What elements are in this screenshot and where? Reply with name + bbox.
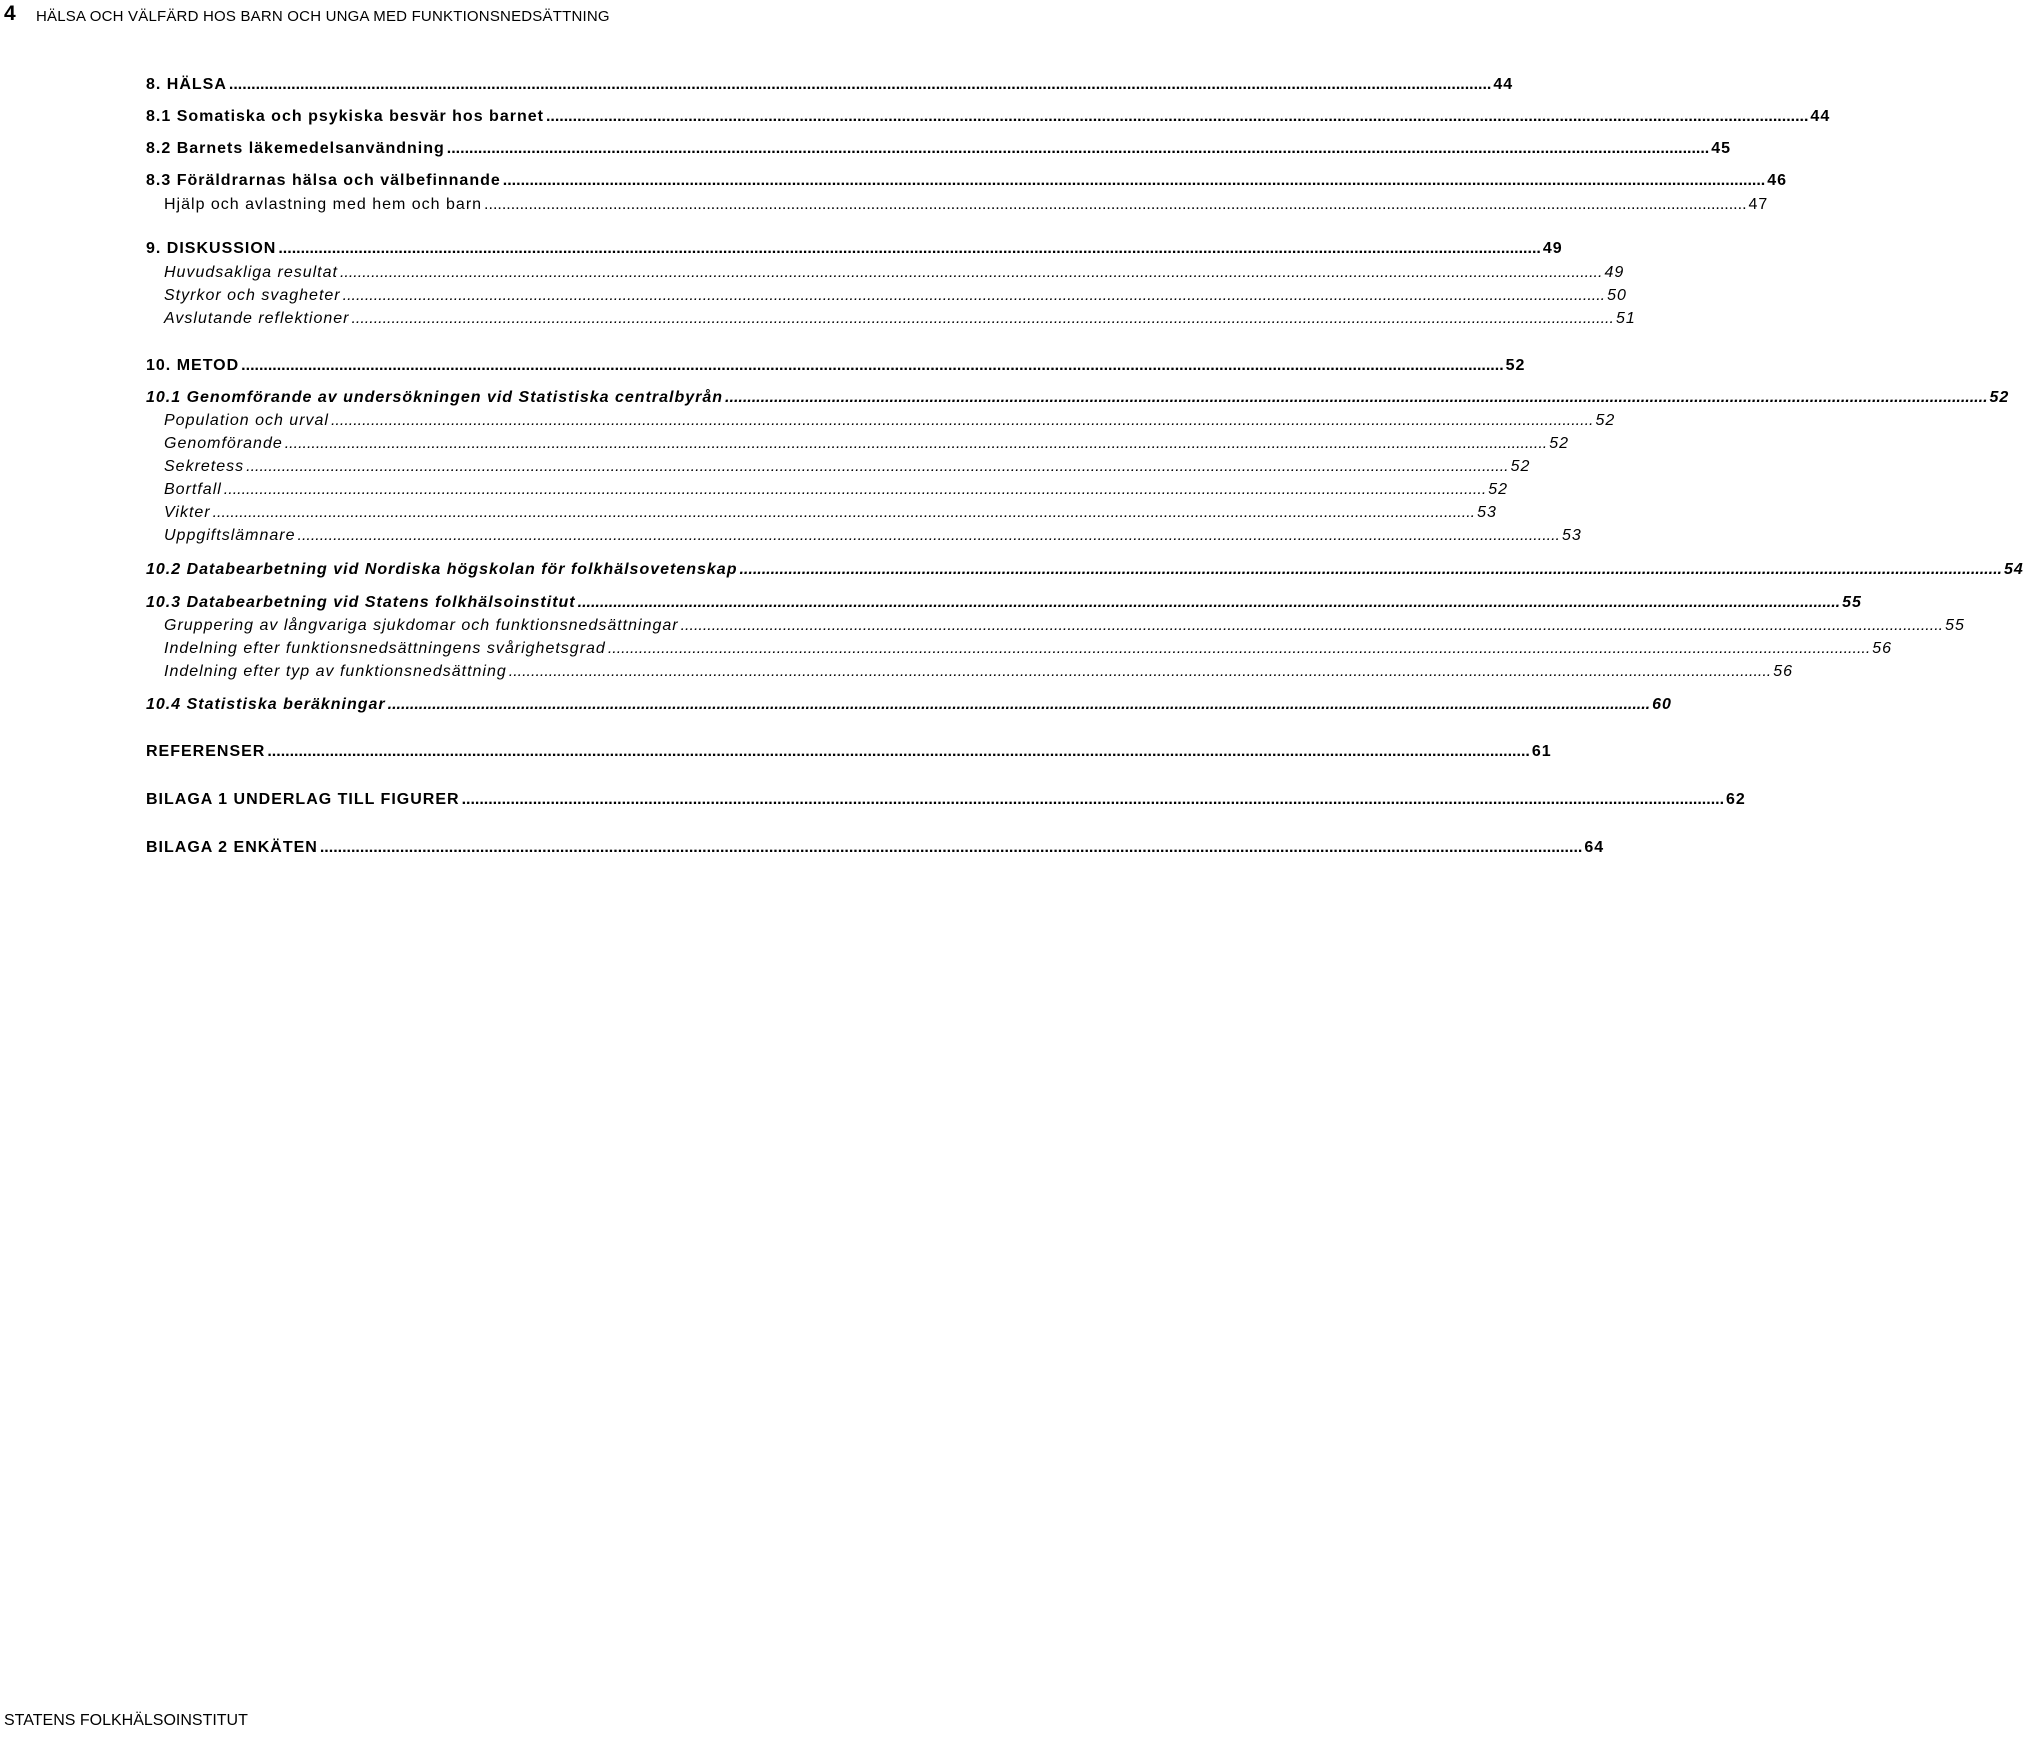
toc-entry-8[interactable] — [0, 70, 1514, 94]
toc-entry-label: Hjälp och avlastning med hem och barn — [164, 196, 483, 213]
toc-entry-population[interactable] — [0, 406, 1616, 430]
toc-entry-hjalp[interactable] — [0, 190, 1769, 214]
toc-entry-typ[interactable] — [0, 657, 1794, 681]
toc-page-number: 52 — [1549, 435, 1569, 452]
toc-dot-leader — [447, 140, 1709, 158]
toc-entry-label: Avslutande reflektioner — [164, 310, 350, 327]
toc-page-number: 56 — [1872, 640, 1893, 657]
toc-page-number: 50 — [1607, 287, 1627, 304]
toc-entry-9[interactable] — [0, 234, 1563, 258]
running-header: HÄLSA OCH VÄLFÄRD HOS BARN OCH UNGA MED FUNKTIONSNEDSÄTTNING — [36, 8, 610, 25]
toc-entry-label: Gruppering av långvariga sjukdomar och funktionsnedsättningar — [164, 617, 679, 634]
toc-entry-vikter[interactable] — [0, 498, 1497, 522]
toc-page-number: 62 — [1726, 791, 1746, 808]
toc-page-number: 52 — [1510, 458, 1531, 475]
toc-dot-leader — [388, 696, 1650, 714]
toc-entry-label: Genomförande — [164, 435, 283, 452]
toc-entry-label: Population och urval — [164, 412, 329, 429]
toc-page-number: 55 — [1945, 617, 1965, 634]
toc-entry-label: Sekretess — [164, 458, 245, 475]
toc-dot-leader — [509, 663, 1771, 681]
toc-dot-leader — [241, 357, 1503, 375]
toc-page-number: 53 — [1477, 504, 1497, 521]
toc-page-number: 49 — [1604, 264, 1625, 281]
toc-dot-leader — [267, 743, 1529, 761]
toc-dot-leader — [578, 594, 1840, 612]
toc-entry-label: BILAGA 1 UNDERLAG TILL FIGURER — [146, 791, 460, 808]
toc-entry-sekretess[interactable] — [0, 452, 1531, 476]
toc-entry-label: 9. DISKUSSION — [146, 240, 277, 257]
toc-dot-leader — [331, 412, 1593, 430]
toc-page-number: 52 — [1488, 481, 1509, 498]
toc-entry-bilaga-2[interactable] — [0, 833, 1605, 857]
toc-entry-10-1[interactable] — [0, 383, 2010, 407]
toc-entry-label: Uppgiftslämnare — [164, 527, 296, 544]
toc-page-number: 53 — [1561, 527, 1582, 544]
toc-page-number: 44 — [1810, 108, 1831, 125]
toc-entry-label: 10.2 Databearbetning vid Nordiska högskolan för folkhälsovetenskap — [146, 561, 738, 578]
toc-entry-label: 8.1 Somatiska och psykiska besvär hos barnet — [146, 108, 544, 125]
toc-page-number: 54 — [2003, 561, 2024, 578]
toc-entry-label: 8. HÄLSA — [146, 76, 227, 93]
toc-entry-label: 10. METOD — [146, 357, 240, 374]
toc-entry-svarighetsgrad[interactable] — [0, 634, 1893, 658]
toc-page-number: 64 — [1584, 839, 1605, 856]
toc-page-number: 44 — [1493, 76, 1514, 93]
toc-entry-styrkor[interactable] — [0, 281, 1627, 305]
toc-entry-10-4[interactable] — [0, 690, 1672, 714]
toc-dot-leader — [224, 481, 1486, 499]
toc-dot-leader — [320, 839, 1582, 857]
toc-entry-huvudsakliga[interactable] — [0, 258, 1625, 282]
toc-entry-gruppering[interactable] — [0, 611, 1965, 635]
toc-dot-leader — [725, 389, 1987, 407]
toc-entry-label: Vikter — [164, 504, 211, 521]
toc-entry-10-3[interactable] — [0, 588, 1862, 612]
toc-dot-leader — [229, 76, 1491, 94]
toc-page-number: 52 — [1989, 389, 2010, 406]
toc-dot-leader — [462, 791, 1724, 809]
toc-entry-8-2[interactable] — [0, 134, 1732, 158]
toc-dot-leader — [278, 240, 1540, 258]
toc-entry-8-3[interactable] — [0, 166, 1788, 190]
toc-dot-leader — [681, 617, 1943, 635]
toc-dot-leader — [351, 310, 1613, 328]
toc-entry-bilaga-1[interactable] — [0, 785, 1746, 809]
toc-dot-leader — [298, 527, 1560, 545]
toc-entry-label: 8.3 Föräldrarnas hälsa och välbefinnande — [146, 172, 501, 189]
toc-page-number: 47 — [1748, 196, 1769, 213]
toc-entry-label: Bortfall — [164, 481, 222, 498]
toc-page-number: 56 — [1773, 663, 1794, 680]
toc-dot-leader — [285, 435, 1547, 453]
toc-dot-leader — [213, 504, 1475, 522]
toc-dot-leader — [340, 264, 1602, 282]
page-number: 4 — [4, 2, 16, 25]
toc-entry-referenser[interactable] — [0, 737, 1552, 761]
toc-entry-8-1[interactable] — [0, 102, 1831, 126]
toc-entry-label: Indelning efter typ av funktionsnedsättning — [164, 663, 507, 680]
toc-page-number: 49 — [1542, 240, 1563, 257]
toc-page-number: 52 — [1505, 357, 1526, 374]
toc-entry-label: 8.2 Barnets läkemedelsanvändning — [146, 140, 445, 157]
toc-page-number: 51 — [1615, 310, 1636, 327]
toc-dot-leader — [608, 640, 1870, 658]
toc-page-number: 61 — [1531, 743, 1552, 760]
toc-dot-leader — [343, 287, 1605, 305]
toc-page-number: 55 — [1842, 594, 1862, 611]
toc-dot-leader — [739, 561, 2001, 579]
toc-entry-label: REFERENSER — [146, 743, 266, 760]
toc-page-number: 60 — [1652, 696, 1672, 713]
toc-entry-label: Styrkor och svagheter — [164, 287, 341, 304]
toc-entry-avslutande[interactable] — [0, 304, 1636, 328]
running-footer: STATENS FOLKHÄLSOINSTITUT — [4, 1712, 248, 1729]
toc-dot-leader — [484, 196, 1746, 214]
toc-entry-label: 10.1 Genomförande av undersökningen vid Statistiska centralbyrån — [146, 389, 724, 406]
toc-entry-genomforande[interactable] — [0, 429, 1569, 453]
toc-entry-label: BILAGA 2 ENKÄTEN — [146, 839, 318, 856]
toc-entry-bortfall[interactable] — [0, 475, 1509, 499]
toc-entry-label: Huvudsakliga resultat — [164, 264, 338, 281]
toc-entry-label: 10.4 Statistiska beräkningar — [146, 696, 386, 713]
toc-dot-leader — [503, 172, 1765, 190]
toc-page-number: 52 — [1595, 412, 1616, 429]
toc-page-number: 45 — [1711, 140, 1732, 157]
toc-page-number: 46 — [1767, 172, 1788, 189]
toc-entry-10[interactable] — [0, 351, 1526, 375]
toc-entry-label: 10.3 Databearbetning vid Statens folkhälsoinstitut — [146, 594, 576, 611]
toc-entry-10-2[interactable] — [0, 555, 2024, 579]
toc-entry-label: Indelning efter funktionsnedsättningens svårighetsgrad — [164, 640, 606, 657]
toc-dot-leader — [246, 458, 1508, 476]
toc-entry-uppgiftslamnare[interactable] — [0, 521, 1582, 545]
toc-dot-leader — [546, 108, 1808, 126]
